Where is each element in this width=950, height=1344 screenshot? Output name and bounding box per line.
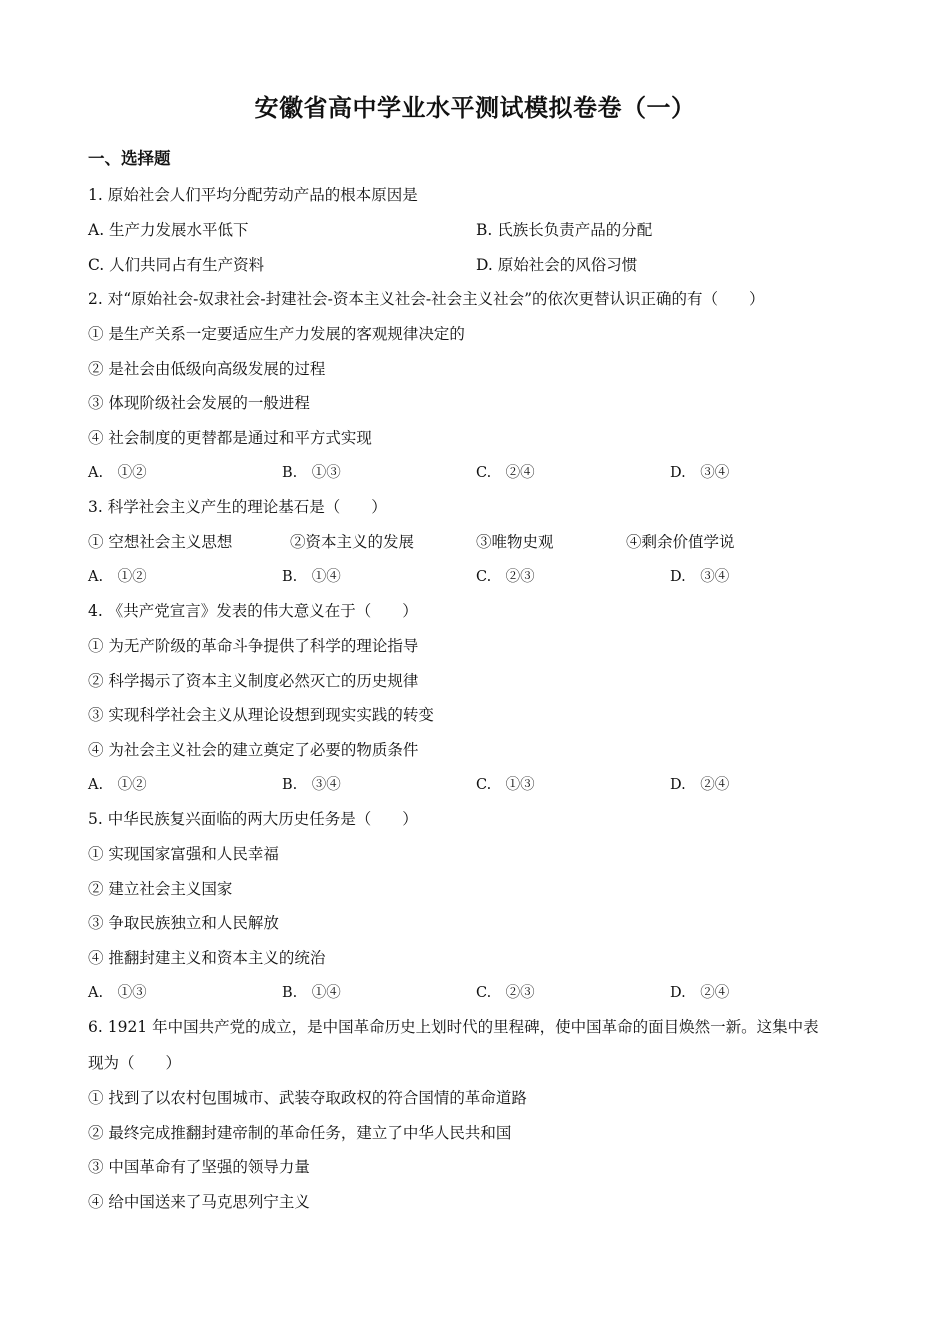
question-1-stem: 1. 原始社会人们平均分配劳动产品的根本原因是 [88, 186, 418, 204]
question-5-stem: 5. 中华民族复兴面临的两大历史任务是（ ） [88, 810, 418, 828]
question-6-item-4: ④ 给中国送来了马克思列宁主义 [88, 1193, 310, 1211]
question-3-option-c: C. ②③ [476, 569, 535, 585]
page-title: 安徽省高中学业水平测试模拟卷卷（一） [254, 93, 696, 122]
question-5-item-1: ① 实现国家富强和人民幸福 [88, 845, 279, 863]
question-5-item-2: ② 建立社会主义国家 [88, 880, 233, 898]
question-3-item-2: ②资本主义的发展 [290, 533, 415, 551]
question-6-stem-line-2: 现为（ ） [88, 1054, 182, 1072]
question-1-option-c: C. 人们共同占有生产资料 [88, 256, 265, 274]
question-4-item-4: ④ 为社会主义社会的建立奠定了必要的物质条件 [88, 741, 419, 759]
question-6-item-2: ② 最终完成推翻封建帝制的革命任务，建立了中华人民共和国 [88, 1124, 512, 1142]
question-5-option-b: B. ①④ [282, 985, 341, 1001]
question-1-option-a: A. 生产力发展水平低下 [88, 221, 249, 239]
question-6-stem-line-1: 6. 1921 年中国共产党的成立，是中国革命历史上划时代的里程碑，使中国革命的面目焕然一新。这集中表 [88, 1018, 819, 1036]
question-4-option-a: A. ①② [88, 777, 147, 793]
question-4-option-b: B. ③④ [282, 777, 341, 793]
question-5-item-3: ③ 争取民族独立和人民解放 [88, 914, 279, 932]
question-2-item-2: ② 是社会由低级向高级发展的过程 [88, 360, 326, 378]
question-4-item-1: ① 为无产阶级的革命斗争提供了科学的理论指导 [88, 637, 419, 655]
question-3-item-1: ① 空想社会主义思想 [88, 533, 233, 551]
question-2-item-1: ① 是生产关系一定要适应生产力发展的客观规律决定的 [88, 325, 465, 343]
question-3-option-a: A. ①② [88, 569, 147, 585]
question-6-item-1: ① 找到了以农村包围城市、武装夺取政权的符合国情的革命道路 [88, 1089, 527, 1107]
question-2-option-d: D. ③④ [670, 465, 730, 481]
question-5-option-a: A. ①③ [88, 985, 147, 1001]
question-3-item-4: ④剩余价值学说 [626, 533, 735, 551]
question-4-item-3: ③ 实现科学社会主义从理论设想到现实实践的转变 [88, 706, 434, 724]
question-2-stem: 2. 对“原始社会-奴隶社会-封建社会-资本主义社会-社会主义社会”的依次更替认识正确的有（ ） [88, 290, 765, 308]
question-1-option-d: D. 原始社会的风俗习惯 [476, 256, 638, 274]
question-6-item-3: ③ 中国革命有了坚强的领导力量 [88, 1158, 310, 1176]
question-3-option-b: B. ①④ [282, 569, 341, 585]
question-2-item-4: ④ 社会制度的更替都是通过和平方式实现 [88, 429, 372, 447]
question-5-option-d: D. ②④ [670, 985, 730, 1001]
question-4-item-2: ② 科学揭示了资本主义制度必然灭亡的历史规律 [88, 672, 419, 690]
question-2-option-b: B. ①③ [282, 465, 341, 481]
question-5-item-4: ④ 推翻封建主义和资本主义的统治 [88, 949, 326, 967]
question-2-item-3: ③ 体现阶级社会发展的一般进程 [88, 394, 310, 412]
question-4-stem: 4. 《共产党宣言》发表的伟大意义在于（ ） [88, 602, 418, 620]
question-2-option-a: A. ①② [88, 465, 147, 481]
question-4-option-c: C. ①③ [476, 777, 535, 793]
question-3-option-d: D. ③④ [670, 569, 730, 585]
question-5-option-c: C. ②③ [476, 985, 535, 1001]
question-1-option-b: B. 氏族长负责产品的分配 [476, 221, 653, 239]
question-3-item-3: ③唯物史观 [476, 533, 554, 551]
section-heading: 一、选择题 [88, 149, 171, 168]
question-3-stem: 3. 科学社会主义产生的理论基石是（ ） [88, 498, 387, 516]
question-2-option-c: C. ②④ [476, 465, 535, 481]
question-4-option-d: D. ②④ [670, 777, 730, 793]
